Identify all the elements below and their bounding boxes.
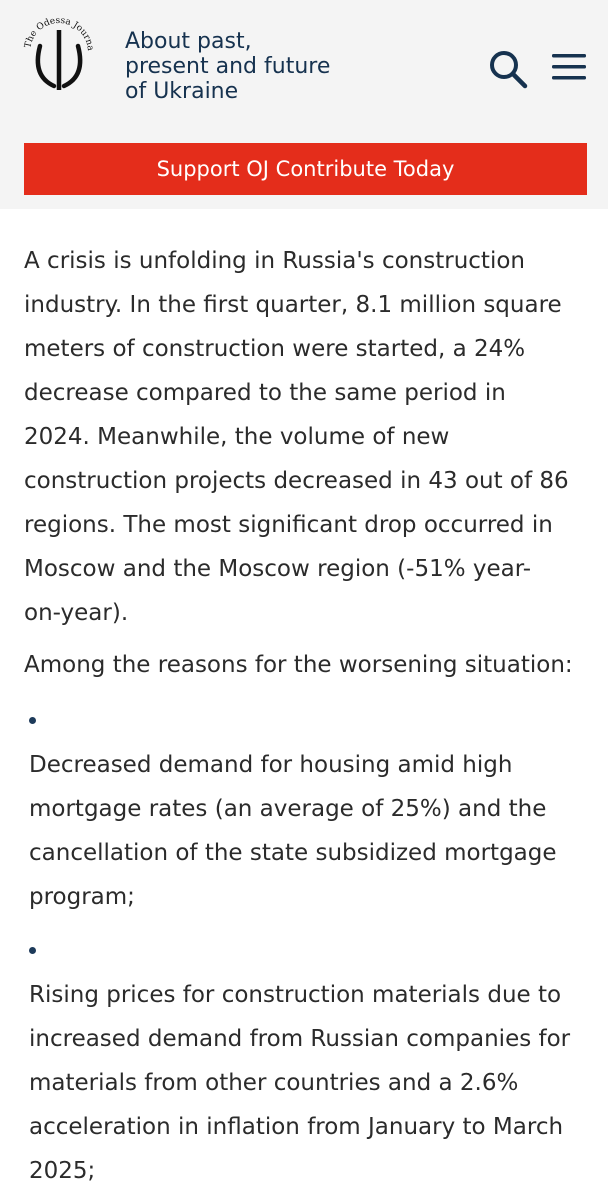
paragraph-line: 2024. Meanwhile, the volume of new: [24, 424, 450, 450]
list-item-line: cancellation of the state subsidized mortgage: [29, 840, 557, 866]
bullet-icon: [29, 947, 36, 954]
bullet-icon: [29, 717, 36, 724]
list-item-line: acceleration in inflation from January to March: [29, 1114, 564, 1140]
tagline-line: of Ukraine: [125, 79, 239, 104]
site-tagline: [125, 29, 385, 104]
paragraph-line: on-year).: [24, 600, 129, 626]
list-item-line: materials from other countries and a 2.6%: [29, 1070, 519, 1096]
paragraph-line: construction projects decreased in 43 out of 86: [24, 468, 569, 494]
list-item-line: Decreased demand for housing amid high: [29, 752, 513, 778]
paragraph-line: A crisis is unfolding in Russia's construction: [24, 248, 525, 274]
search-icon[interactable]: [487, 48, 529, 90]
paragraph-line: Moscow and the Moscow region (-51% year-: [24, 556, 532, 582]
svg-text:The Odessa Journal: The Odessa Journa: [23, 15, 96, 52]
list-item: [29, 743, 599, 919]
odessa-journal-logo[interactable]: [18, 12, 100, 94]
paragraph-line: meters of construction were started, a 24%: [24, 336, 526, 362]
list-item-line: Rising prices for construction materials due to: [29, 982, 562, 1008]
paragraph-line: Among the reasons for the worsening situation:: [24, 652, 573, 678]
list-item-line: increased demand from Russian companies for: [29, 1026, 571, 1052]
list-item-line: mortgage rates (an average of 25%) and the: [29, 796, 547, 822]
paragraph-line: industry. In the first quarter, 8.1 million square: [24, 292, 562, 318]
site-header: [0, 0, 608, 209]
list-item-line: program;: [29, 884, 135, 910]
list-item-line: 2025;: [29, 1158, 96, 1184]
article-paragraph: [24, 239, 594, 635]
article-paragraph: [24, 643, 594, 687]
paragraph-line: regions. The most significant drop occurred in: [24, 512, 553, 538]
tagline-line: present and future: [125, 54, 331, 79]
paragraph-line: decrease compared to the same period in: [24, 380, 506, 406]
list-item: [29, 973, 599, 1193]
tagline-line: About past,: [125, 29, 252, 54]
hamburger-menu-icon[interactable]: [550, 50, 588, 84]
support-contribute-button[interactable]: Support OJ Contribute Today: [24, 143, 587, 195]
